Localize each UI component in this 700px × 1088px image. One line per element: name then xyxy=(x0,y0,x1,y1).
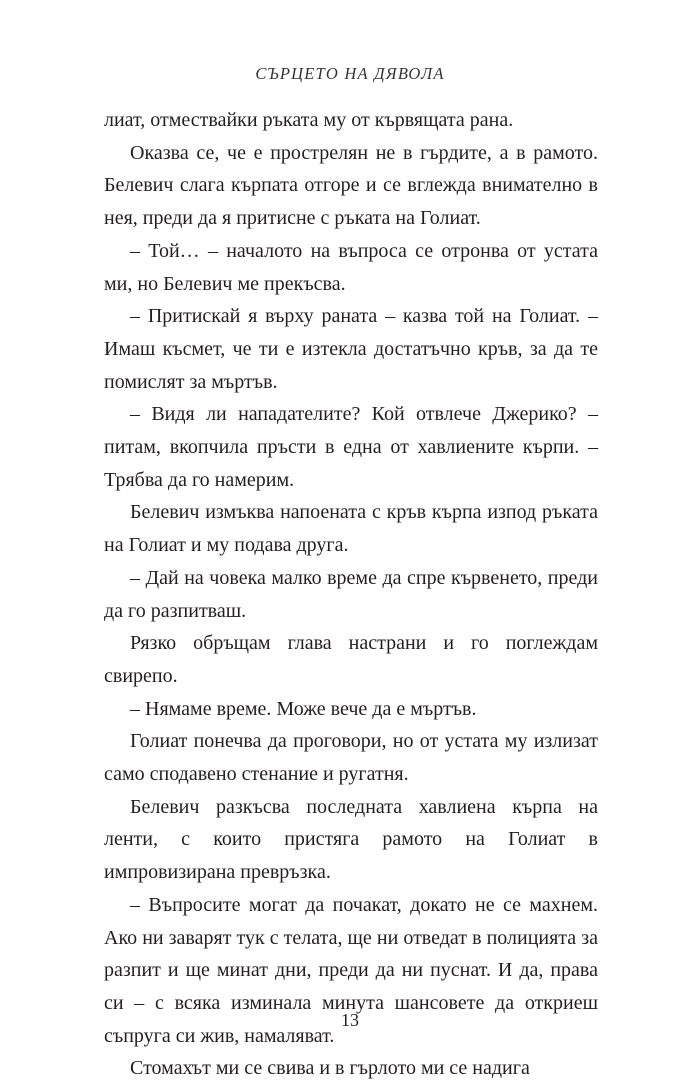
paragraph: – Притискай я върху раната – казва той на Голиат. – Имаш късмет, че ти е изтекла достатъчно кръв, за да те помислят за мъртъв. xyxy=(104,305,598,393)
paragraph: Голиат понечва да проговори, но от устата му излизат само сподавено стенание и ругатня. xyxy=(104,730,598,786)
paragraph: Белевич разкъсва последната хавлиена кърпа на ленти, с които пристяга рамото на Голиат в импровизирана превръзка. xyxy=(104,795,598,884)
paragraph: Оказва се, че е прострелян не в гърдите, а в рамото. Белевич слага кърпата отгоре и се вглежда внимателно в нея, преди да я притисне с ръката на Голиат. xyxy=(104,141,598,230)
paragraph: – Дай на човека малко време да спре кървенето, преди да го разпитваш. xyxy=(104,566,598,622)
paragraph-continued: Стомахът ми се свива и в гърлото ми се надига xyxy=(130,1057,530,1080)
paragraph: – Нямаме време. Може вече да е мъртъв. xyxy=(130,697,477,720)
paragraph: лиат, отмествайки ръката му от кървящата рана. xyxy=(104,109,514,131)
paragraph: Рязко обръщам глава настрани и го поглеждам свирепо. xyxy=(104,632,598,687)
paragraph: – Видя ли нападателите? Кой отвлече Джерико? – питам, вкопчила пръсти в една от хавлиените кърпи. – Трябва да го намерим. xyxy=(104,403,598,491)
running-header: СЪРЦЕТО НА ДЯВОЛА xyxy=(255,64,445,83)
paragraph: – Въпросите могат да почакат, докато не се махнем. Ако ни заварят тук с телата, ще ни отведат в полицията за разпит и ще минат дни, преди да ни пуснат. И да, права си – с всяка изминала минута шансовете да откриеш съпруга си жив, намаляват. xyxy=(104,893,598,1047)
paragraph: – Той… – началото на въпроса се отронва от устата ми, но Белевич ме прекъсва. xyxy=(104,239,598,295)
body-text xyxy=(104,104,598,1085)
page-number: 13 xyxy=(341,1010,359,1030)
paragraph: Белевич измъква напоената с кръв кърпа изпод ръката на Голиат и му подава друга. xyxy=(104,501,598,557)
